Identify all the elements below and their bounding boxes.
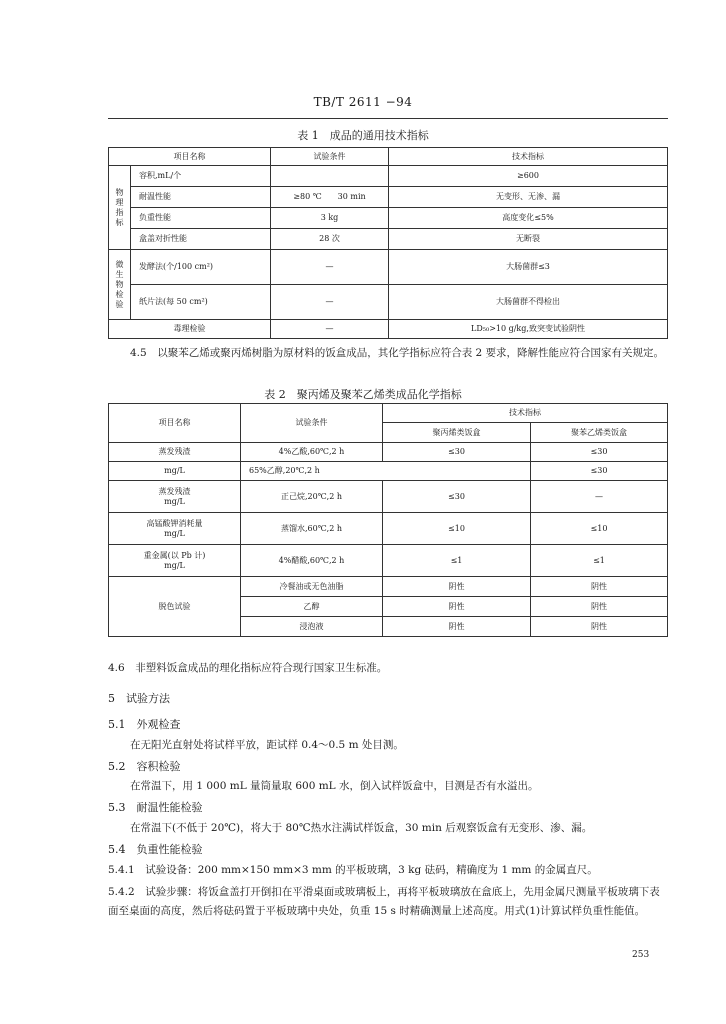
table-row (109, 481, 668, 513)
group-physical (109, 166, 131, 250)
cell-condition: 65%乙醇,20℃,2 h (241, 462, 531, 481)
cell-condition: 浸泡液 (241, 617, 383, 637)
cell-ps: 阴性 (531, 617, 668, 637)
cell-name-text: 高锰酸钾消耗量 (146, 518, 203, 528)
cell-ps: ≤1 (531, 545, 668, 577)
cell-ps: ≤30 (531, 443, 668, 462)
section-5-2-text: 在常温下，用 1 000 mL 量筒量取 600 mL 水，倒入试样饭盒中，目测是否有水溢出。 (130, 780, 539, 792)
page-number: 253 (632, 950, 650, 960)
cell-name: 盒盖对折性能 (131, 229, 271, 250)
cell-name: 负重性能 (131, 208, 271, 229)
section-5-4-title: 5.4 负重性能检验 (108, 843, 203, 856)
vertical-char: 验 (115, 299, 124, 309)
cell-condition: 乙醇 (241, 597, 383, 617)
vertical-char: 理 (115, 197, 124, 207)
section-5-3-text: 在常温下(不低于 20℃)，将大于 80℃热水注满试样饭盒，30 min 后观察饭盒有无变形、渗、漏。 (130, 822, 593, 834)
cell-spec: 大肠菌群≤3 (389, 250, 668, 285)
group-micro (109, 250, 131, 320)
cell-ps: — (531, 481, 668, 513)
table2-header-row (109, 404, 668, 423)
section-5-1-title: 5.1 外观检查 (108, 718, 181, 731)
cell-spec: 高度变化≤5% (389, 208, 668, 229)
cell-pp: 阴性 (383, 597, 531, 617)
table1-header-condition: 试验条件 (271, 148, 389, 166)
section-5-4-2: 5.4.2 试验步骤：将饭盒盖打开倒扣在平滑桌面或玻璃板上，再将平板玻璃放在盒底上，先用金属尺测量平板玻璃下表面至桌面的高度，然后将砝码置于平板玻璃中央处，负重 15 s 时精确测量上述高度。用式(1)计算试样负重性能值。 (108, 886, 660, 917)
table2 (108, 403, 668, 637)
cell-spec: 大肠菌群不得检出 (389, 285, 668, 320)
cell-condition: 4%醋酸,60℃,2 h (241, 545, 383, 577)
cell-name: 发酵法(个/100 cm²) (131, 250, 271, 285)
cell-name: 耐温性能 (131, 187, 271, 208)
table2-header-pp: 聚丙烯类饭盒 (383, 423, 531, 443)
section-5-3-title: 5.3 耐温性能检验 (108, 801, 203, 814)
table1-caption: 表 1 成品的通用技术指标 (297, 129, 429, 142)
section-5-2-title: 5.2 容积检验 (108, 760, 181, 773)
cell-condition: 正己烷,20℃,2 h (241, 481, 383, 513)
table2-header-condition: 试验条件 (241, 404, 383, 443)
cell-condition: — (271, 320, 389, 339)
cell-ps: ≤30 (531, 462, 668, 481)
table-row (109, 285, 668, 320)
cell-name (109, 513, 241, 545)
cell-unit: mg/L (109, 462, 241, 481)
cell-unit: mg/L (164, 496, 185, 506)
table1-header-row (109, 148, 668, 166)
cell-pp: ≤1 (383, 545, 531, 577)
cell-condition: 冷餐油或无色油脂 (241, 577, 383, 597)
table2-header-ps: 聚苯乙烯类饭盒 (531, 423, 668, 443)
cell-name: 蒸发残渣 (109, 443, 241, 462)
table-row (109, 166, 668, 187)
cell-spec: 无变形、无渗、漏 (389, 187, 668, 208)
section-5-title: 5 试验方法 (108, 692, 170, 705)
cell-pp: ≤10 (383, 513, 531, 545)
cell-condition: — (271, 285, 389, 320)
para-4-5: 4.5 以聚苯乙烯或聚丙烯树脂为原材料的饭盒成品，其化学指标应符合表 2 要求，降解性能应符合国家有关规定。 (130, 347, 665, 359)
cell-pp: ≤30 (383, 443, 531, 462)
cell-ps: 阴性 (531, 577, 668, 597)
cell-spec: LD₅₀>10 g/kg,致突变试验阴性 (389, 320, 668, 339)
table1-header-spec: 技术指标 (389, 148, 668, 166)
vertical-char: 指 (115, 207, 124, 217)
table-row (109, 462, 668, 481)
cell-name (109, 481, 241, 513)
standard-header: TB/T 2611 −94 (313, 95, 413, 109)
cell-unit: mg/L (164, 560, 185, 570)
table-row (109, 208, 668, 229)
table-row (109, 320, 668, 339)
table-row (109, 577, 668, 597)
table-row (109, 250, 668, 285)
vertical-char: 生 (115, 269, 124, 279)
table1 (108, 147, 668, 339)
vertical-char: 物 (115, 187, 124, 197)
vertical-char: 标 (115, 217, 124, 227)
table2-caption: 表 2 聚丙烯及聚苯乙烯类成品化学指标 (264, 388, 462, 401)
table2-header-spec: 技术指标 (383, 404, 668, 423)
table-row (109, 545, 668, 577)
cell-condition: — (271, 250, 389, 285)
vertical-char: 微 (115, 259, 124, 269)
para-4-6: 4.6 非塑料饭盒成品的理化指标应符合现行国家卫生标准。 (108, 662, 388, 674)
cell-pp: ≤30 (383, 481, 531, 513)
cell-name: 容积,mL/个 (131, 166, 271, 187)
cell-spec: ≥600 (389, 166, 668, 187)
section-5-4-1: 5.4.1 试验设备：200 mm×150 mm×3 mm 的平板玻璃，3 kg 砝码，精确度为 1 mm 的金属直尺。 (108, 864, 598, 876)
cell-pp: 阴性 (383, 577, 531, 597)
table-row (109, 187, 668, 208)
cell-spec: 无断裂 (389, 229, 668, 250)
vertical-char: 检 (115, 289, 124, 299)
table-row (109, 443, 668, 462)
cell-name: 纸片法(每 50 cm²) (131, 285, 271, 320)
header-rule (108, 118, 668, 119)
cell-pp: 阴性 (383, 617, 531, 637)
cell-condition: 3 kg (271, 208, 389, 229)
cell-name-text: 蒸发残渣 (158, 486, 191, 496)
cell-name-text: 重金属(以 Pb 计) (143, 550, 206, 560)
vertical-char: 物 (115, 279, 124, 289)
table-row (109, 513, 668, 545)
cell-name (109, 545, 241, 577)
cell-name: 毒理检验 (109, 320, 271, 339)
cell-condition: ≥80 ℃ 30 min (271, 187, 389, 208)
cell-unit: mg/L (164, 528, 185, 538)
cell-condition: 4%乙酸,60℃,2 h (241, 443, 383, 462)
table1-header-name: 项目名称 (109, 148, 271, 166)
cell-condition (271, 166, 389, 187)
cell-ps: 阴性 (531, 597, 668, 617)
cell-name: 脱色试验 (109, 577, 241, 637)
table-row (109, 229, 668, 250)
cell-ps: ≤10 (531, 513, 668, 545)
section-5-1-text: 在无阳光直射处将试样平放，距试样 0.4～0.5 m 处目测。 (130, 739, 404, 751)
cell-condition: 28 次 (271, 229, 389, 250)
table2-header-name: 项目名称 (109, 404, 241, 443)
cell-condition: 蒸馏水,60℃,2 h (241, 513, 383, 545)
